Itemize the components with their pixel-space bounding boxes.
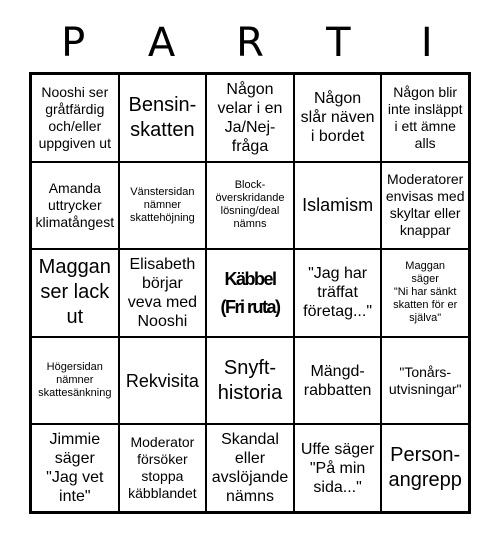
cell-text: Någon slår näven i bordet <box>300 90 375 146</box>
cell-text: Jimmie säger "Jag vet inte" <box>46 431 104 506</box>
bingo-board <box>29 72 471 514</box>
cell-text: Block- överskridande lösning/deal nämns <box>215 179 285 231</box>
bingo-cell[interactable] <box>119 74 207 162</box>
cell-text: Mängd- rabbatten <box>303 362 372 399</box>
bingo-cell[interactable] <box>31 162 119 250</box>
bingo-cell[interactable] <box>381 74 469 162</box>
cell-text: Någon blir inte insläppt i ett ämne alls <box>387 83 463 151</box>
header-letter-i: I <box>420 20 433 66</box>
bingo-cell[interactable] <box>31 249 119 337</box>
bingo-cell[interactable] <box>119 162 207 250</box>
cell-text: Bensin- skatten <box>128 93 197 141</box>
cell-text: Uffe säger "På min sida..." <box>300 440 375 496</box>
bingo-cell[interactable] <box>31 74 119 162</box>
cell-text: Rekvisita <box>125 370 199 391</box>
bingo-cell[interactable] <box>381 337 469 425</box>
bingo-cell[interactable] <box>31 337 119 425</box>
cell-text: Islamism <box>302 195 374 216</box>
header-letter-r: R <box>236 20 264 66</box>
bingo-cell[interactable] <box>119 424 207 512</box>
cell-text: Amanda uttrycker klimatångest <box>35 179 115 230</box>
cell-text: Någon velar i en Ja/Nej- fråga <box>217 80 283 155</box>
bingo-cell[interactable] <box>381 249 469 337</box>
bingo-cell[interactable] <box>294 162 382 250</box>
cell-text: Vänstersidan nämner skattehöjning <box>129 185 195 224</box>
bingo-cell[interactable] <box>206 74 294 162</box>
bingo-cell[interactable] <box>206 424 294 512</box>
cell-text: "Jag har träffat företag..." <box>303 265 372 321</box>
bingo-header <box>29 14 471 72</box>
bingo-cell[interactable] <box>31 424 119 512</box>
cell-text: "Tonårs- utvisningar" <box>388 363 462 397</box>
bingo-cell[interactable] <box>206 337 294 425</box>
cell-text: Nooshi ser gråtfärdig och/eller uppgiven ut <box>38 83 111 151</box>
bingo-cell[interactable] <box>119 249 207 337</box>
bingo-cell[interactable] <box>294 337 382 425</box>
cell-text: Snyft- historia <box>217 356 283 404</box>
cell-text: Elisabeth börjar veva med Nooshi <box>127 255 198 330</box>
header-letter-p: P <box>61 20 86 66</box>
free-space-text: Käbbel (Fri ruta) <box>220 268 280 317</box>
cell-text: Maggan ser lack ut <box>38 256 111 329</box>
cell-text: Högersidan nämner skattesänkning <box>38 361 112 400</box>
cell-text: Skandal eller avslöjande nämns <box>211 431 289 506</box>
free-space-cell[interactable] <box>206 249 294 337</box>
bingo-cell[interactable] <box>119 337 207 425</box>
header-letter-a: A <box>147 20 176 66</box>
cell-text: Maggan säger "Ni har sänkt skatten för er själva" <box>393 260 458 325</box>
cell-text: Moderatorer envisas med skyltar eller knappar <box>385 171 465 239</box>
bingo-cell[interactable] <box>206 162 294 250</box>
bingo-cell[interactable] <box>381 162 469 250</box>
bingo-cell[interactable] <box>294 249 382 337</box>
bingo-cell[interactable] <box>381 424 469 512</box>
cell-text: Person- angrepp <box>388 444 462 492</box>
bingo-cell[interactable] <box>294 424 382 512</box>
bingo-cell[interactable] <box>294 74 382 162</box>
cell-text: Moderator försöker stoppa käbblandet <box>128 434 197 502</box>
header-letter-t: T <box>326 20 351 66</box>
